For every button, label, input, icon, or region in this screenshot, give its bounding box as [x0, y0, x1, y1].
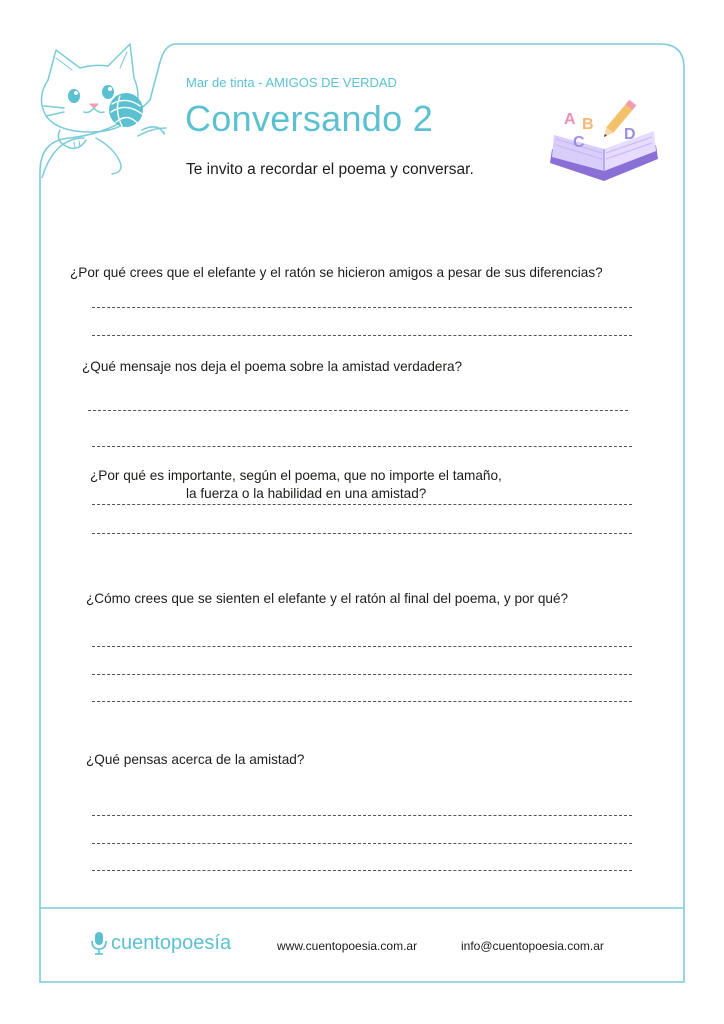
- footer-website-link[interactable]: www.cuentopoesia.com.ar: [277, 939, 418, 953]
- question-3: ¿Por qué es importante, según el poema, que no importe el tamaño,: [90, 468, 502, 483]
- footer-email-link[interactable]: info@cuentopoesia.com.ar: [461, 939, 604, 953]
- answer-line[interactable]: [92, 307, 632, 308]
- page-title: Conversando 2: [185, 98, 434, 139]
- letter-c: C: [573, 134, 585, 151]
- answer-line[interactable]: [92, 674, 632, 675]
- question-2: ¿Qué mensaje nos deja el poema sobre la amistad verdadera?: [82, 359, 463, 374]
- answer-line[interactable]: [92, 815, 632, 816]
- answer-line[interactable]: [92, 533, 632, 534]
- question-1: ¿Por qué crees que el elefante y el ratón se hicieron amigos a pesar de sus diferencias?: [70, 265, 603, 280]
- brand-logo-text: cuentopoesía: [111, 932, 232, 954]
- answer-line[interactable]: [92, 701, 632, 702]
- microphone-icon: [90, 930, 108, 956]
- answer-line[interactable]: [92, 646, 632, 647]
- intro-text: Te invito a recordar el poema y conversar.: [186, 161, 474, 178]
- answer-line[interactable]: [88, 410, 628, 411]
- answer-line[interactable]: [92, 335, 632, 336]
- letter-d: D: [624, 126, 636, 143]
- question-5: ¿Qué pensas acerca de la amistad?: [86, 752, 305, 767]
- question-4: ¿Cómo crees que se sienten el elefante y el ratón al final del poema, y por qué?: [86, 591, 569, 606]
- answer-line[interactable]: [92, 504, 632, 505]
- answer-line[interactable]: [92, 843, 632, 844]
- answer-line[interactable]: [92, 870, 632, 871]
- question-3-continued: la fuerza o la habilidad en una amistad?: [186, 486, 427, 501]
- answer-line[interactable]: [92, 446, 632, 447]
- worksheet-subtitle: Mar de tinta - AMIGOS DE VERDAD: [186, 75, 397, 90]
- letter-a: A: [564, 111, 576, 128]
- book-letters-illustration: [546, 95, 662, 187]
- letter-b: B: [582, 116, 594, 133]
- cat-yarn-illustration: [34, 38, 174, 178]
